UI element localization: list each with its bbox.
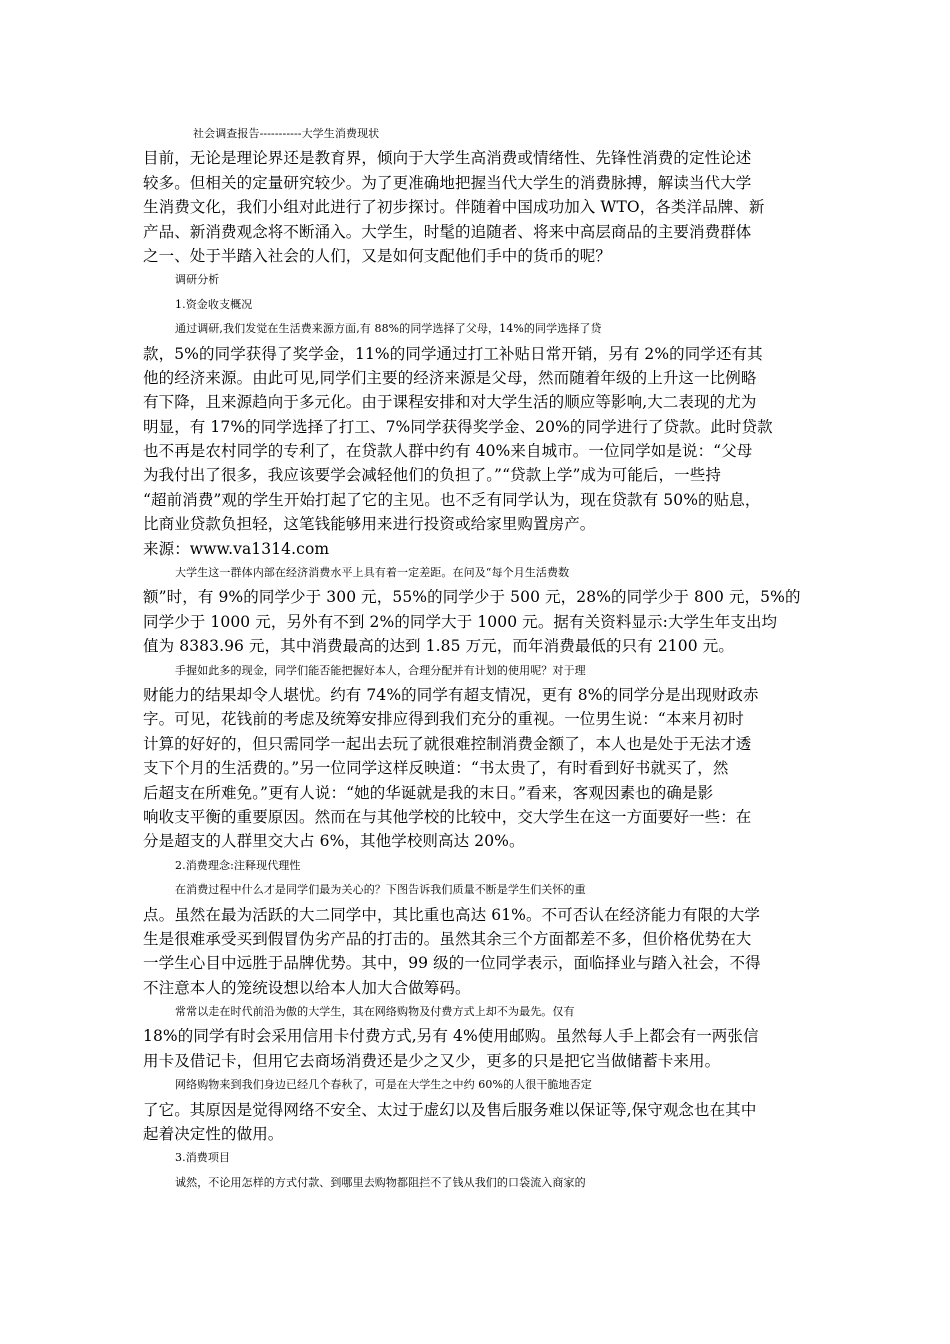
- text-line: 目前，无论是理论界还是教育界，倾向于大学生高消费或情绪性、先锋性消费的定性论述: [143, 149, 752, 168]
- text-line: 调研分析: [175, 273, 220, 287]
- text-line: 用卡及借记卡，但用它去商场消费还是少之又少，更多的只是把它当做储蓄卡来用。: [143, 1051, 721, 1070]
- text-line: “超前消费”观的学生开始打起了它的主见。也不乏有同学认为，现在贷款有 50%的贴息，: [143, 490, 761, 509]
- text-line: 不注意本人的笼统设想以给本人加大合做筹码。: [143, 978, 471, 997]
- text-line: 起着决定性的做用。: [143, 1125, 284, 1144]
- document-title: 社会调查报告-----------大学生消费现状: [193, 127, 380, 140]
- text-line: 来源：www.va1314.com: [143, 539, 330, 558]
- text-line: 支下个月的生活费的。”另一位同学这样反映道：“书太贵了，有时看到好书就买了，然: [143, 759, 729, 778]
- text-line: 分是超支的人群里交大占 6%，其他学校则高达 20%。: [143, 832, 525, 851]
- text-line: 他的经济来源。由此可见,同学们主要的经济来源是父母，然而随着年级的上升这一比例略: [143, 368, 757, 387]
- text-line: 诚然，不论用怎样的方式付款、到哪里去购物都阻拦不了钱从我们的口袋流入商家的: [175, 1175, 586, 1189]
- text-line: 同学少于 1000 元，另外有不到 2%的同学大于 1000 元。据有关资料显示:大学生年支出均: [143, 612, 778, 631]
- text-line: 计算的好好的，但只需同学一起出去玩了就很难控制消费金额了，本人也是处于无法才透: [143, 734, 752, 753]
- text-line: 比商业贷款负担轻，这笔钱能够用来进行投资或给家里购置房产。: [143, 515, 596, 534]
- document-page: [143, 122, 811, 1195]
- text-line: 明显，有 17%的同学选择了打工、7%同学获得奖学金、20%的同学进行了贷款。此时贷款: [143, 417, 773, 436]
- text-line: 点。虽然在最为活跃的大二同学中，其比重也高达 61%。不可否认在经济能力有限的大学: [143, 905, 760, 924]
- text-line: 了它。其原因是觉得网络不安全、太过于虚幻以及售后服务难以保证等,保守观念也在其中: [143, 1100, 757, 1119]
- text-line: 3.消费项目: [175, 1151, 231, 1165]
- text-line: 响收支平衡的重要原因。然而在与其他学校的比较中，交大学生在这一方面要好一些：在: [143, 807, 752, 826]
- text-line: 大学生这一群体内部在经济消费水平上具有着一定差距。在问及“每个月生活费数: [175, 566, 570, 580]
- text-line: 值为 8383.96 元，其中消费最高的达到 1.85 万元，而年消费最低的只有 2100 元。: [143, 637, 734, 656]
- text-line: 在消费过程中什么才是同学们最为关心的？下图告诉我们质量不断是学生们关怀的重: [175, 883, 586, 897]
- text-line: 一学生心目中远胜于品牌优势。其中，99 级的一位同学表示，面临择业与踏入社会，不得: [143, 954, 761, 973]
- text-line: 也不再是农村同学的专利了，在贷款人群中约有 40%来自城市。一位同学如是说：“父母: [143, 442, 753, 461]
- text-line: 常常以走在时代前沿为傲的大学生，其在网络购物及付费方式上却不为最先。仅有: [175, 1005, 575, 1019]
- text-line: 18%的同学有时会采用信用卡付费方式,另有 4%使用邮购。虽然每人手上都会有一两张信: [143, 1027, 759, 1046]
- text-line: 通过调研,我们发觉在生活费来源方面,有 88%的同学选择了父母，14%的同学选择了贷: [175, 322, 602, 336]
- text-line: 2.消费理念:注释现代理性: [175, 858, 301, 872]
- text-line: 生消费文化，我们小组对此进行了初步探讨。伴随着中国成功加入 WTO，各类洋品牌、新: [143, 198, 765, 217]
- text-line: 款，5%的同学获得了奖学金，11%的同学通过打工补贴日常开销，另有 2%的同学还有其: [143, 344, 763, 363]
- text-line: 后超支在所难免。”更有人说：“她的华诞就是我的末日。”看来，客观因素也的确是影: [143, 783, 714, 802]
- text-line: 生是很难承受买到假冒伪劣产品的打击的。虽然其余三个方面都差不多，但价格优势在大: [143, 929, 752, 948]
- text-line: 字。可见，花钱前的考虑及统筹安排应得到我们充分的重视。一位男生说：“本来月初时: [143, 710, 744, 729]
- text-line: 产品、新消费观念将不断涌入。大学生，时髦的追随者、将来中高层商品的主要消费群体: [143, 222, 752, 241]
- text-line: 为我付出了很多，我应该要学会减轻他们的负担了。”“贷款上学”成为可能后，一些持: [143, 466, 721, 485]
- text-line: 有下降，且来源趋向于多元化。由于课程安排和对大学生活的顺应等影响,大二表现的尤为: [143, 393, 757, 412]
- text-line: 较多。但相关的定量研究较少。为了更准确地把握当代大学生的消费脉搏，解读当代大学: [143, 173, 752, 192]
- text-line: 之一、处于半踏入社会的人们，又是如何支配他们手中的货币的呢？: [143, 246, 612, 265]
- text-line: 网络购物来到我们身边已经几个春秋了，可是在大学生之中约 60%的人很干脆地否定: [175, 1078, 592, 1092]
- text-line: 额”时，有 9%的同学少于 300 元，55%的同学少于 500 元，28%的同学少于 800 元，5%的: [143, 588, 801, 607]
- text-line: 财能力的结果却令人堪忧。约有 74%的同学有超支情况，更有 8%的同学分是出现财政赤: [143, 685, 759, 704]
- text-line: 手握如此多的现金，同学们能否能把握好本人，合理分配并有计划的使用呢？对于理: [175, 663, 586, 677]
- text-line: 1.资金收支概况: [175, 297, 253, 311]
